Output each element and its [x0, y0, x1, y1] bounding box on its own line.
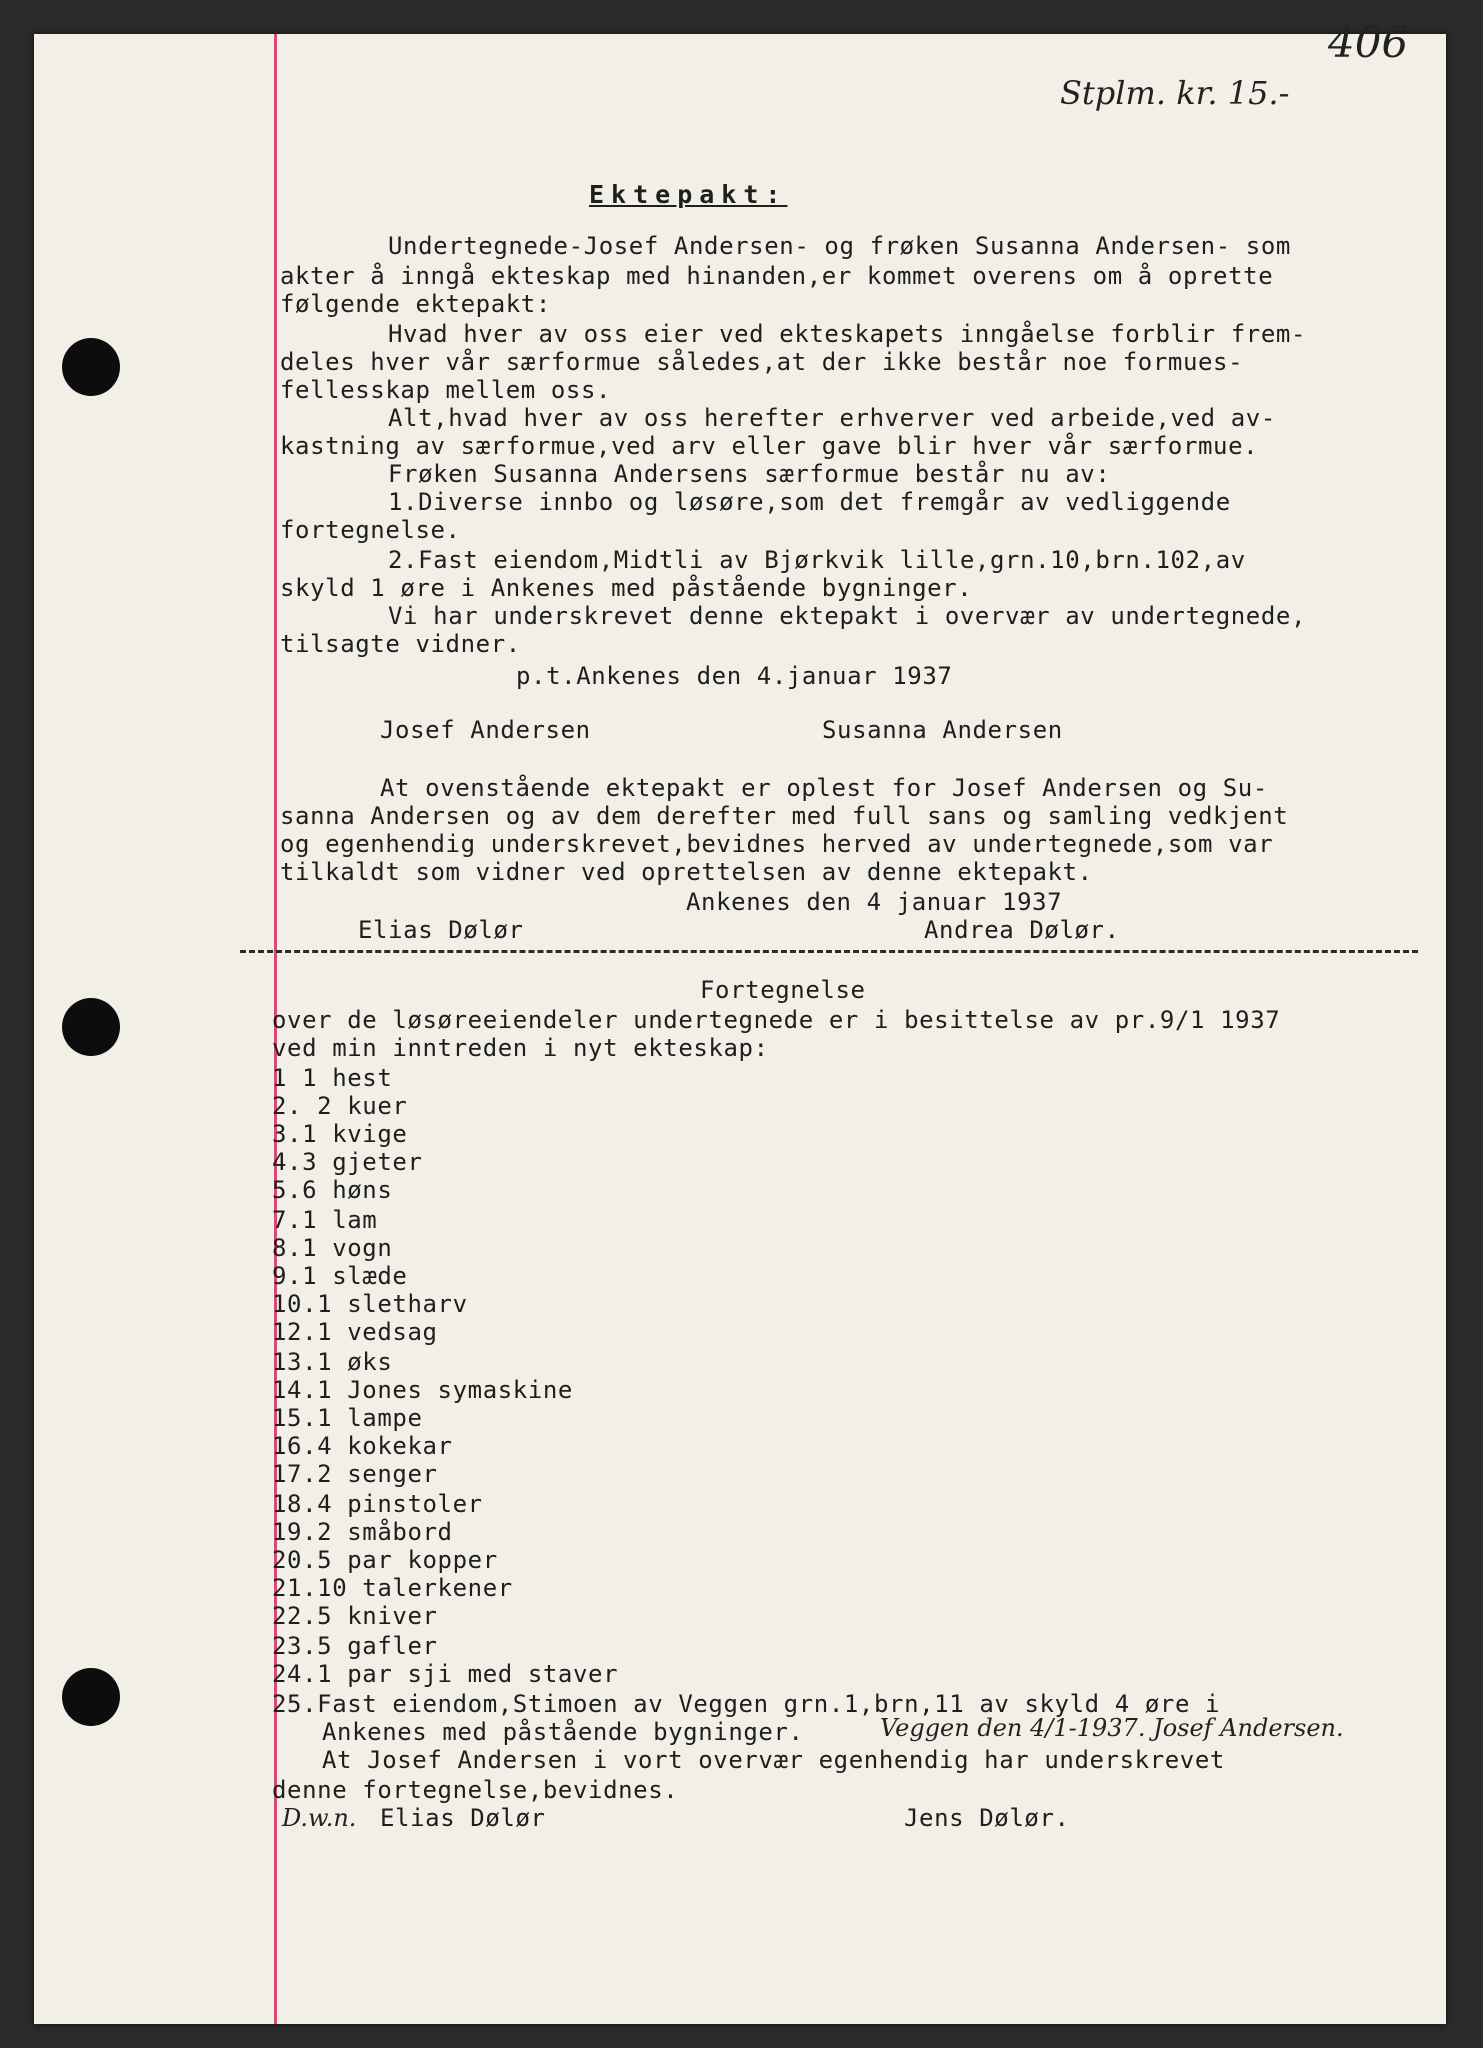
contract-line: tilsagte vidner.: [280, 630, 521, 658]
inventory-intro: ved min inntreden i nyt ekteskap:: [272, 1034, 769, 1062]
inventory-item: 4.3 gjeter: [272, 1148, 423, 1176]
closing-witness: Jens Dølør.: [904, 1804, 1070, 1832]
page-number: 406: [1328, 18, 1409, 67]
inventory-item: 25.Fast eiendom,Stimoen av Veggen grn.1,brn,11 av skyld 4 øre i: [272, 1690, 1221, 1718]
contract-line: akter å inngå ekteskap med hinanden,er kommet overens om å oprette: [280, 262, 1274, 290]
inventory-item: 3.1 kvige: [272, 1120, 408, 1148]
closing-witness: Elias Dølør: [380, 1804, 546, 1832]
handwritten-signature: Veggen den 4/1-1937. Josef Andersen.: [880, 1714, 1344, 1742]
inventory-item: 17.2 senger: [272, 1460, 438, 1488]
contract-line: Vi har underskrevet denne ektepakt i overvær av undertegnede,: [388, 602, 1307, 630]
witness-signature: Elias Dølør: [358, 916, 524, 944]
inventory-item: 22.5 kniver: [272, 1602, 438, 1630]
closing-line: denne fortegnelse,bevidnes.: [272, 1776, 679, 1804]
place-date: p.t.Ankenes den 4.januar 1937: [516, 662, 953, 690]
contract-line: skyld 1 øre i Ankenes med påstående bygninger.: [280, 574, 973, 602]
contract-line: kastning av særformue,ved arv eller gave blir hver vår særformue.: [280, 432, 1259, 460]
inventory-item: 19.2 småbord: [272, 1518, 453, 1546]
witness-line: og egenhendig underskrevet,bevidnes herved av undertegnede,som var: [280, 830, 1274, 858]
stamp-duty-note: Stplm. kr. 15.-: [1060, 74, 1290, 112]
contract-line: Frøken Susanna Andersens særformue består nu av:: [388, 460, 1111, 488]
binder-hole-icon: [62, 998, 120, 1056]
inventory-item: 10.1 sletharv: [272, 1290, 468, 1318]
closing-line: At Josef Andersen i vort overvær egenhendig har underskrevet: [322, 1746, 1225, 1774]
signature-susanna: Susanna Andersen: [822, 716, 1063, 744]
inventory-item: 9.1 slæde: [272, 1262, 408, 1290]
binder-hole-icon: [62, 1668, 120, 1726]
witness-line: sanna Andersen og av dem derefter med full sans og samling vedkjent: [280, 802, 1289, 830]
witness-line: At ovenstående ektepakt er oplest for Josef Andersen og Su-: [380, 774, 1268, 802]
binder-hole-icon: [62, 338, 120, 396]
signature-josef: Josef Andersen: [380, 716, 591, 744]
inventory-item: 13.1 øks: [272, 1348, 393, 1376]
document-title: Ektepakt:: [589, 180, 788, 209]
inventory-item-continuation: Ankenes med påstående bygninger.: [322, 1718, 804, 1746]
inventory-item: 15.1 lampe: [272, 1404, 423, 1432]
contract-line: 2.Fast eiendom,Midtli av Bjørkvik lille,grn.10,brn.102,av: [388, 546, 1246, 574]
contract-line: 1.Diverse innbo og løsøre,som det fremgår av vedliggende: [388, 488, 1231, 516]
inventory-title: Fortegnelse: [700, 976, 866, 1004]
inventory-item: 14.1 Jones symaskine: [272, 1376, 573, 1404]
closing-prefix: D.w.n.: [282, 1804, 357, 1832]
witness-line: tilkaldt som vidner ved oprettelsen av denne ektepakt.: [280, 858, 1093, 886]
contract-line: Alt,hvad hver av oss herefter erhverver ved arbeide,ved av-: [388, 404, 1276, 432]
inventory-intro: over de løsøreeiendeler undertegnede er i besittelse av pr.9/1 1937: [272, 1006, 1281, 1034]
inventory-item: 24.1 par sji med staver: [272, 1660, 619, 1688]
inventory-item: 16.4 kokekar: [272, 1432, 453, 1460]
inventory-item: 2. 2 kuer: [272, 1092, 408, 1120]
inventory-item: 20.5 par kopper: [272, 1546, 498, 1574]
inventory-item: 1 1 hest: [272, 1064, 393, 1092]
inventory-item: 5.6 høns: [272, 1176, 393, 1204]
place-date: Ankenes den 4 januar 1937: [686, 888, 1063, 916]
inventory-item: 7.1 lam: [272, 1206, 378, 1234]
inventory-item: 12.1 vedsag: [272, 1318, 438, 1346]
inventory-item: 8.1 vogn: [272, 1234, 393, 1262]
inventory-item: 23.5 gafler: [272, 1632, 438, 1660]
contract-line: fortegnelse.: [280, 516, 461, 544]
inventory-item: 21.10 talerkener: [272, 1574, 513, 1602]
inventory-item: 18.4 pinstoler: [272, 1490, 483, 1518]
contract-line: følgende ektepakt:: [280, 290, 551, 318]
divider: [240, 950, 1418, 953]
contract-line: deles hver vår særformue således,at der ikke består noe formues-: [280, 348, 1244, 376]
contract-line: fellesskap mellem oss.: [280, 376, 612, 404]
witness-signature: Andrea Dølør.: [924, 916, 1120, 944]
contract-line: Hvad hver av oss eier ved ekteskapets inngåelse forblir frem-: [388, 320, 1307, 348]
contract-line: Undertegnede-Josef Andersen- og frøken Susanna Andersen- som: [388, 232, 1291, 260]
